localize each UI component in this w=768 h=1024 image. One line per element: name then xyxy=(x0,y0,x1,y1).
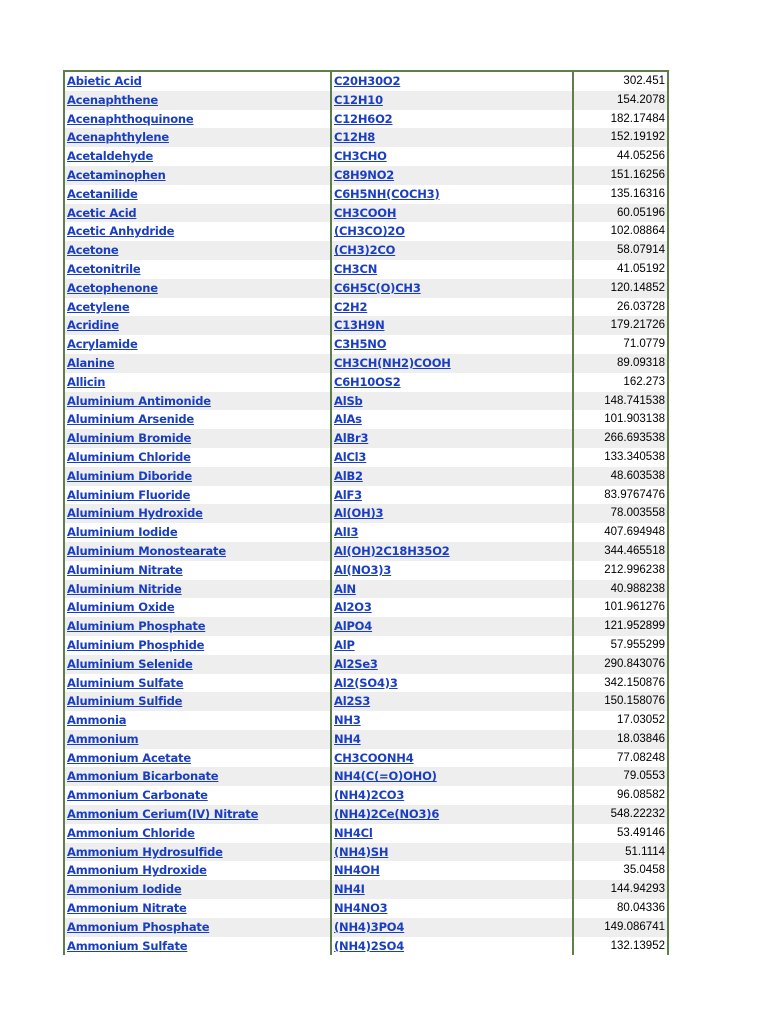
table-row xyxy=(65,805,667,824)
compound-name-cell xyxy=(65,918,331,937)
table-row xyxy=(65,899,667,918)
compound-name-cell xyxy=(65,316,331,335)
compound-formula-cell xyxy=(331,786,573,805)
table-row xyxy=(65,298,667,317)
compound-molar-mass: 58.07914 xyxy=(573,241,667,260)
compound-name-cell xyxy=(65,880,331,899)
compound-formula-link[interactable]: AlBr3 xyxy=(334,431,369,446)
compound-formula-cell xyxy=(331,448,573,467)
compound-molar-mass: 78.003558 xyxy=(573,504,667,523)
compound-name-link[interactable]: Aluminium Monostearate xyxy=(67,543,226,558)
compound-molar-mass: 548.22232 xyxy=(573,805,667,824)
compound-molar-mass: 83.9767476 xyxy=(604,488,665,501)
compound-name-link[interactable]: Ammonium Nitrate xyxy=(67,901,187,916)
table-row xyxy=(65,711,667,730)
compound-name-link[interactable]: Acetic Anhydride xyxy=(67,224,175,239)
compound-name-link[interactable]: Acetic Acid xyxy=(67,205,137,220)
compound-name-link[interactable]: Ammonium xyxy=(67,731,139,746)
compound-formula-cell xyxy=(331,128,573,147)
column-divider-name-formula xyxy=(330,72,332,955)
compound-molar-mass: 290.843076 xyxy=(573,655,667,674)
compound-formula-link[interactable]: NH4OH xyxy=(334,863,380,878)
table-row xyxy=(65,354,667,373)
compound-formula-cell xyxy=(331,805,573,824)
compound-formula-cell xyxy=(331,392,573,411)
table-row xyxy=(65,542,667,561)
compound-formula-link[interactable]: AlCl3 xyxy=(334,449,367,464)
compound-name-cell xyxy=(65,260,331,279)
compound-formula-link[interactable]: C12H10 xyxy=(334,92,383,107)
compound-molar-mass: 144.94293 xyxy=(573,880,667,899)
compound-molar-mass: 151.16256 xyxy=(573,166,667,185)
compound-formula-cell xyxy=(331,655,573,674)
compound-formula-link[interactable]: Al2S3 xyxy=(334,694,371,709)
compound-name-link[interactable]: Acrylamide xyxy=(67,337,138,352)
compound-molar-mass: 57.955299 xyxy=(610,638,665,651)
compound-name-link[interactable]: Acetone xyxy=(67,243,119,258)
compound-formula-link[interactable]: C6H5C(O)CH3 xyxy=(334,280,421,295)
compound-molar-mass: 40.988238 xyxy=(573,580,667,599)
compound-molar-mass: 77.08248 xyxy=(617,751,665,764)
compound-formula-cell xyxy=(331,899,573,918)
compound-formula-cell xyxy=(331,674,573,693)
compound-name-cell xyxy=(65,749,331,768)
compound-molar-mass: 18.03846 xyxy=(573,730,667,749)
compound-molar-mass: 182.17484 xyxy=(610,112,665,125)
table-row xyxy=(65,486,667,505)
compound-name-link[interactable]: Ammonium Acetate xyxy=(67,750,191,765)
compound-formula-link[interactable]: NH4(C(=O)OHO) xyxy=(334,769,437,784)
compound-formula-link[interactable]: NH3 xyxy=(334,713,361,728)
compound-formula-cell xyxy=(331,241,573,260)
compound-molar-mass: 407.694948 xyxy=(604,526,665,539)
compound-name-link[interactable]: Acetaldehyde xyxy=(67,149,154,164)
compound-formula-cell xyxy=(331,316,573,335)
compound-formula-link[interactable]: C8H9NO2 xyxy=(334,167,395,182)
compound-formula-link[interactable]: C2H2 xyxy=(334,299,368,314)
compound-formula-cell xyxy=(331,354,573,373)
compound-formula-link[interactable]: C3H5NO xyxy=(334,337,387,352)
compound-name-cell xyxy=(65,786,331,805)
compound-name-link[interactable]: Ammonium Hydroxide xyxy=(67,863,207,878)
compound-formula-link[interactable]: AlAs xyxy=(334,412,362,427)
compound-molar-mass: 148.741538 xyxy=(573,392,667,411)
compound-table xyxy=(65,72,667,955)
compound-name-cell xyxy=(65,147,331,166)
table-row xyxy=(65,786,667,805)
compound-name-link[interactable]: Aluminium Antimonide xyxy=(67,393,211,408)
compound-molar-mass: 89.09318 xyxy=(573,354,667,373)
compound-formula-cell xyxy=(331,880,573,899)
compound-formula-link[interactable]: NH4I xyxy=(334,882,365,897)
compound-name-link[interactable]: Aluminium Oxide xyxy=(67,600,175,615)
compound-name-link[interactable]: Acridine xyxy=(67,318,119,333)
table-row xyxy=(65,448,667,467)
compound-name-cell xyxy=(65,298,331,317)
compound-name-cell xyxy=(65,354,331,373)
compound-name-cell xyxy=(65,279,331,298)
table-row xyxy=(65,674,667,693)
compound-name-cell xyxy=(65,692,331,711)
compound-name-link[interactable]: Aluminium Nitrate xyxy=(67,562,183,577)
compound-molar-mass: 101.903138 xyxy=(604,413,665,426)
compound-name-link[interactable]: Acetophenone xyxy=(67,280,158,295)
compound-name-link[interactable]: Aluminium Fluoride xyxy=(67,487,191,502)
compound-formula-cell xyxy=(331,72,573,91)
compound-name-cell xyxy=(65,730,331,749)
compound-name-cell xyxy=(65,937,331,956)
compound-name-cell xyxy=(65,805,331,824)
compound-formula-cell xyxy=(331,204,573,223)
compound-name-cell xyxy=(65,448,331,467)
table-row xyxy=(65,861,667,880)
table-row xyxy=(65,241,667,260)
compound-formula-cell xyxy=(331,91,573,110)
table-row xyxy=(65,467,667,486)
table-row xyxy=(65,91,667,110)
compound-name-cell xyxy=(65,110,331,129)
compound-name-cell xyxy=(65,429,331,448)
compound-name-link[interactable]: Aluminium Chloride xyxy=(67,449,191,464)
compound-name-cell xyxy=(65,542,331,561)
compound-formula-link[interactable]: (CH3CO)2O xyxy=(334,224,405,239)
compound-name-cell xyxy=(65,72,331,91)
compound-molar-mass: 48.603538 xyxy=(573,467,667,486)
compound-name-cell xyxy=(65,373,331,392)
compound-formula-link[interactable]: CH3CH(NH2)COOH xyxy=(334,355,451,370)
compound-formula-cell xyxy=(331,937,573,956)
compound-formula-cell xyxy=(331,504,573,523)
compound-formula-cell xyxy=(331,542,573,561)
table-row xyxy=(65,316,667,335)
table-row xyxy=(65,824,667,843)
compound-name-link[interactable]: Aluminium Selenide xyxy=(67,656,193,671)
compound-molar-mass: 150.158076 xyxy=(573,692,667,711)
compound-formula-link[interactable]: C20H30O2 xyxy=(334,74,401,88)
compound-formula-link[interactable]: AlF3 xyxy=(334,487,362,502)
compound-molar-mass: 35.0458 xyxy=(623,864,665,877)
compound-molar-mass: 44.05256 xyxy=(617,150,665,163)
compound-formula-cell xyxy=(331,617,573,636)
compound-formula-cell xyxy=(331,110,573,129)
compound-molar-mass: 212.996238 xyxy=(604,563,665,576)
compound-molar-mass: 71.0779 xyxy=(623,338,665,351)
compound-formula-link[interactable]: CH3CN xyxy=(334,261,378,276)
compound-name-cell xyxy=(65,185,331,204)
compound-name-link[interactable]: Ammonia xyxy=(67,713,127,728)
compound-molar-mass: 149.086741 xyxy=(573,918,667,937)
table-row xyxy=(65,185,667,204)
compound-formula-link[interactable]: (NH4)3PO4 xyxy=(334,919,405,934)
compound-formula-link[interactable]: NH4NO3 xyxy=(334,901,388,916)
table-row xyxy=(65,580,667,599)
compound-molar-mass: 302.451 xyxy=(623,75,665,87)
compound-name-link[interactable]: Ammonium Hydrosulfide xyxy=(67,844,223,859)
compound-molar-mass: 120.14852 xyxy=(573,279,667,298)
table-row xyxy=(65,636,667,655)
compound-formula-cell xyxy=(331,335,573,354)
compound-formula-cell xyxy=(331,580,573,599)
compound-molar-mass: 344.465518 xyxy=(573,542,667,561)
table-row xyxy=(65,843,667,862)
compound-name-link[interactable]: Aluminium Phosphate xyxy=(67,619,206,634)
compound-name-cell xyxy=(65,824,331,843)
compound-formula-cell xyxy=(331,636,573,655)
compound-molar-mass: 101.961276 xyxy=(604,601,665,614)
compound-name-link[interactable]: Allicin xyxy=(67,374,106,389)
table-row xyxy=(65,204,667,223)
compound-name-cell xyxy=(65,655,331,674)
compound-formula-link[interactable]: AlPO4 xyxy=(334,619,373,634)
compound-name-link[interactable]: Ammonium Sulfate xyxy=(67,938,188,953)
compound-name-cell xyxy=(65,843,331,862)
compound-formula-cell xyxy=(331,523,573,542)
compound-name-link[interactable]: Acenaphthoquinone xyxy=(67,111,194,126)
compound-formula-link[interactable]: CH3COONH4 xyxy=(334,750,414,765)
compound-name-link[interactable]: Aluminium Hydroxide xyxy=(67,506,203,521)
compound-name-link[interactable]: Acenaphthene xyxy=(67,92,158,107)
table-row xyxy=(65,692,667,711)
compound-formula-link[interactable]: C6H10OS2 xyxy=(334,374,401,389)
compound-formula-link[interactable]: (CH3)2CO xyxy=(334,243,396,258)
compound-formula-link[interactable]: AlP xyxy=(334,637,355,652)
table-row xyxy=(65,429,667,448)
compound-molar-mass: 79.0553 xyxy=(573,767,667,786)
compound-formula-cell xyxy=(331,692,573,711)
compound-formula-cell xyxy=(331,429,573,448)
compound-formula-cell xyxy=(331,749,573,768)
compound-formula-cell xyxy=(331,147,573,166)
compound-name-cell xyxy=(65,335,331,354)
table-row xyxy=(65,335,667,354)
compound-table-body xyxy=(65,72,667,955)
compound-name-cell xyxy=(65,204,331,223)
compound-name-cell xyxy=(65,861,331,880)
compound-molar-mass: 133.340538 xyxy=(604,450,665,463)
table-row xyxy=(65,279,667,298)
compound-name-cell xyxy=(65,486,331,505)
compound-molar-mass: 26.03728 xyxy=(617,300,665,313)
compound-formula-link[interactable]: C6H5NH(COCH3) xyxy=(334,186,440,201)
table-row xyxy=(65,937,667,956)
compound-molar-mass: 17.03052 xyxy=(617,714,665,727)
compound-molar-mass: 154.2078 xyxy=(573,91,667,110)
compound-molar-mass: 53.49146 xyxy=(617,826,665,839)
compound-molar-mass: 152.19192 xyxy=(573,128,667,147)
compound-name-link[interactable]: Acetanilide xyxy=(67,186,138,201)
compound-name-link[interactable]: Acetonitrile xyxy=(67,261,141,276)
compound-molar-mass: 135.16316 xyxy=(610,187,665,200)
compound-name-link[interactable]: Aluminium Iodide xyxy=(67,525,178,540)
compound-formula-link[interactable]: (NH4)2CO3 xyxy=(334,788,405,803)
compound-formula-cell xyxy=(331,561,573,580)
compound-formula-cell xyxy=(331,918,573,937)
compound-name-link[interactable]: Aluminium Arsenide xyxy=(67,412,195,427)
table-row xyxy=(65,147,667,166)
compound-name-cell xyxy=(65,241,331,260)
compound-name-cell xyxy=(65,674,331,693)
compound-formula-cell xyxy=(331,260,573,279)
compound-name-cell xyxy=(65,128,331,147)
compound-molar-mass: 41.05192 xyxy=(617,262,665,275)
compound-name-cell xyxy=(65,222,331,241)
compound-formula-cell xyxy=(331,598,573,617)
compound-formula-link[interactable]: Al(OH)3 xyxy=(334,506,384,521)
compound-name-link[interactable]: Alanine xyxy=(67,355,115,370)
compound-name-cell xyxy=(65,598,331,617)
compound-formula-cell xyxy=(331,298,573,317)
compound-name-cell xyxy=(65,617,331,636)
table-row xyxy=(65,655,667,674)
compound-formula-cell xyxy=(331,486,573,505)
compound-name-link[interactable]: Aluminium Sulfide xyxy=(67,694,183,709)
compound-formula-cell xyxy=(331,767,573,786)
compound-formula-cell xyxy=(331,861,573,880)
compound-formula-link[interactable]: AlI3 xyxy=(334,525,359,540)
table-row xyxy=(65,730,667,749)
compound-formula-cell xyxy=(331,824,573,843)
column-divider-formula-mass xyxy=(572,72,574,955)
compound-name-link[interactable]: Aluminium Phosphide xyxy=(67,637,205,652)
compound-formula-link[interactable]: C12H6O2 xyxy=(334,111,393,126)
compound-formula-link[interactable]: AlN xyxy=(334,581,356,596)
compound-formula-link[interactable]: Al(OH)2C18H35O2 xyxy=(334,543,450,558)
compound-name-link[interactable]: Acetaminophen xyxy=(67,167,166,182)
compound-molar-mass: 342.150876 xyxy=(604,676,665,689)
compound-name-cell xyxy=(65,767,331,786)
compound-formula-link[interactable]: CH3CHO xyxy=(334,149,387,164)
compound-name-link[interactable]: Abietic Acid xyxy=(67,74,142,88)
compound-formula-cell xyxy=(331,730,573,749)
compound-formula-cell xyxy=(331,467,573,486)
compound-name-cell xyxy=(65,580,331,599)
compound-formula-cell xyxy=(331,222,573,241)
compound-name-cell xyxy=(65,711,331,730)
compound-name-cell xyxy=(65,166,331,185)
compound-formula-link[interactable]: (NH4)2SO4 xyxy=(334,938,405,953)
compound-name-link[interactable]: Ammonium Chloride xyxy=(67,825,195,840)
compound-formula-cell xyxy=(331,373,573,392)
compound-molar-mass: 96.08582 xyxy=(617,789,665,802)
compound-molar-mass: 266.693538 xyxy=(573,429,667,448)
compound-name-cell xyxy=(65,561,331,580)
compound-molar-mass: 102.08864 xyxy=(610,225,665,238)
compound-formula-link[interactable]: Al2Se3 xyxy=(334,656,378,671)
table-row xyxy=(65,767,667,786)
compound-formula-cell xyxy=(331,410,573,429)
table-row xyxy=(65,222,667,241)
compound-name-cell xyxy=(65,392,331,411)
table-row xyxy=(65,110,667,129)
compound-name-link[interactable]: Acenaphthylene xyxy=(67,130,169,145)
compound-formula-cell xyxy=(331,185,573,204)
compound-formula-cell xyxy=(331,166,573,185)
compound-formula-link[interactable]: Al2O3 xyxy=(334,600,372,615)
compound-formula-link[interactable]: (NH4)2Ce(NO3)6 xyxy=(334,807,440,822)
compound-name-link[interactable]: Ammonium Carbonate xyxy=(67,788,208,803)
compound-formula-cell xyxy=(331,843,573,862)
compound-formula-link[interactable]: NH4Cl xyxy=(334,825,373,840)
table-row xyxy=(65,880,667,899)
compound-name-cell xyxy=(65,504,331,523)
compound-molar-mass: 162.273 xyxy=(623,375,665,388)
table-row xyxy=(65,128,667,147)
compound-name-cell xyxy=(65,410,331,429)
compound-formula-link[interactable]: CH3COOH xyxy=(334,205,397,220)
compound-formula-link[interactable]: NH4 xyxy=(334,731,361,746)
table-row xyxy=(65,617,667,636)
compound-name-link[interactable]: Aluminium Sulfate xyxy=(67,675,184,690)
compound-molar-mass: 179.21726 xyxy=(573,316,667,335)
compound-name-link[interactable]: Ammonium Iodide xyxy=(67,882,182,897)
compound-formula-link[interactable]: C12H8 xyxy=(334,130,376,145)
compound-name-link[interactable]: Aluminium Nitride xyxy=(67,581,182,596)
compound-name-link[interactable]: Acetylene xyxy=(67,299,130,314)
compound-name-link[interactable]: Ammonium Phosphate xyxy=(67,919,210,934)
table-row xyxy=(65,504,667,523)
table-row xyxy=(65,392,667,411)
table-row xyxy=(65,410,667,429)
compound-molar-mass: 51.1114 xyxy=(573,843,667,862)
compound-formula-cell xyxy=(331,279,573,298)
table-row xyxy=(65,918,667,937)
compound-name-link[interactable]: Ammonium Cerium(IV) Nitrate xyxy=(67,807,259,822)
compound-name-cell xyxy=(65,467,331,486)
compound-formula-link[interactable]: AlB2 xyxy=(334,468,363,483)
compound-molar-mass: 121.952899 xyxy=(573,617,667,636)
compound-formula-link[interactable]: AlSb xyxy=(334,393,363,408)
table-row xyxy=(65,373,667,392)
compound-formula-link[interactable]: C13H9N xyxy=(334,318,385,333)
compound-formula-link[interactable]: (NH4)SH xyxy=(334,844,389,859)
compound-formula-cell xyxy=(331,711,573,730)
compound-table-sheet xyxy=(63,70,669,955)
compound-formula-link[interactable]: Al(NO3)3 xyxy=(334,562,392,577)
compound-name-cell xyxy=(65,636,331,655)
table-row xyxy=(65,523,667,542)
compound-molar-mass: 132.13952 xyxy=(610,939,665,952)
compound-name-cell xyxy=(65,91,331,110)
compound-molar-mass: 60.05196 xyxy=(573,204,667,223)
compound-formula-link[interactable]: Al2(SO4)3 xyxy=(334,675,398,690)
table-row xyxy=(65,72,667,91)
table-row xyxy=(65,749,667,768)
compound-name-link[interactable]: Aluminium Diboride xyxy=(67,468,192,483)
table-row xyxy=(65,561,667,580)
table-row xyxy=(65,166,667,185)
compound-molar-mass: 80.04336 xyxy=(617,902,665,915)
table-row xyxy=(65,260,667,279)
compound-name-link[interactable]: Ammonium Bicarbonate xyxy=(67,769,219,784)
compound-name-link[interactable]: Aluminium Bromide xyxy=(67,431,192,446)
compound-name-cell xyxy=(65,899,331,918)
table-row xyxy=(65,598,667,617)
compound-name-cell xyxy=(65,523,331,542)
